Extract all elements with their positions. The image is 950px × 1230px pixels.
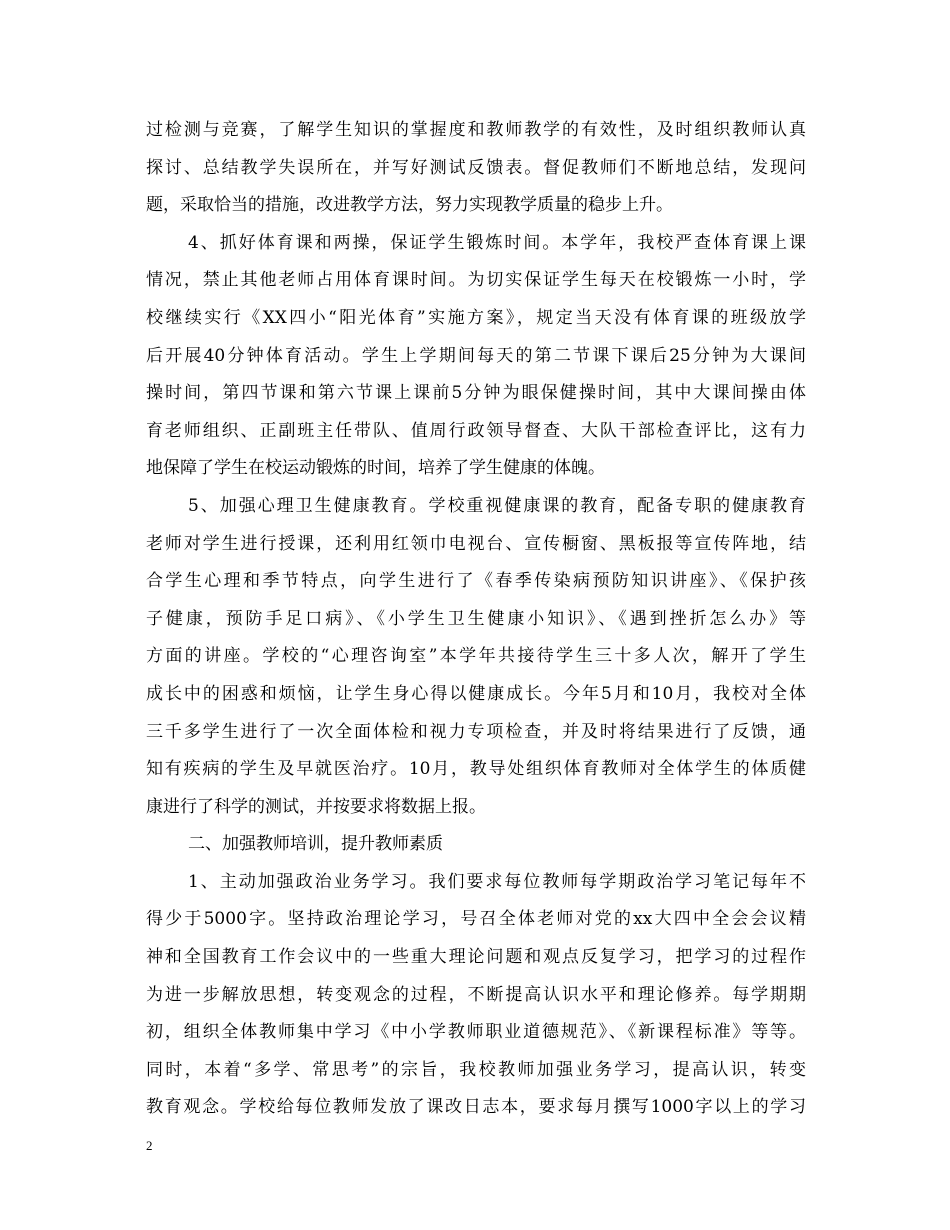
text-line: 合学生心理和季节特点，向学生进行了《春季传染病预防知识讲座》、《保护孩: [146, 571, 806, 592]
section-heading: 二、加强教师培训，提升教师素质: [188, 834, 443, 855]
text-line: 子健康，预防手足口病》、《小学生卫生健康小知识》、《遇到挫折怎么办》等: [146, 608, 806, 629]
text-line: 神和全国教育工作会议中的一些重大理论问题和观点反复学习，把学习的过程作: [146, 947, 806, 968]
text-line: 地保障了学生在校运动锻炼的时间，培养了学生健康的体魄。: [146, 458, 605, 479]
text-line: 探讨、总结教学失误所在，并写好测试反馈表。督促教师们不断地总结，发现问: [146, 157, 806, 178]
text-line: 题，采取恰当的措施，改进教学方法，努力实现教学质量的稳步上升。: [146, 195, 673, 216]
text-line: 教育观念。学校给每位教师发放了课改日志本，要求每月撰写1000字以上的学习: [146, 1097, 806, 1118]
paragraph-start-line: 5、加强心理卫生健康教育。学校重视健康课的教育，配备专职的健康教育: [188, 495, 806, 516]
text-line: 成长中的困惑和烦恼，让学生身心得以健康成长。今年5月和10月，我校对全体: [146, 683, 806, 704]
page-number: 2: [146, 1138, 153, 1153]
text-line: 知有疾病的学生及早就医治疗。10月，教导处组织体育教师对全体学生的体质健: [146, 759, 806, 780]
text-line: 老师对学生进行授课，还利用红领巾电视台、宣传橱窗、黑板报等宣传阵地，结: [146, 533, 806, 554]
text-line: 得少于5000字。坚持政治理论学习，号召全体老师对党的xx大四中全会会议精: [146, 909, 806, 930]
paragraph-start-line: 4、抓好体育课和两操，保证学生锻炼时间。本学年，我校严查体育课上课: [188, 232, 806, 253]
text-line: 情况，禁止其他老师占用体育课时间。为切实保证学生每天在校锻炼一小时，学: [146, 270, 806, 291]
text-line: 康进行了科学的测试，并按要求将数据上报。: [146, 796, 486, 817]
text-line: 方面的讲座。学校的“心理咨询室”本学年共接待学生三十多人次，解开了学生: [146, 646, 806, 667]
document-body: [146, 112, 806, 1127]
text-line: 同时，本着“多学、常思考”的宗旨，我校教师加强业务学习，提高认识，转变: [146, 1059, 806, 1080]
text-line: 过检测与竞赛，了解学生知识的掌握度和教师教学的有效性，及时组织教师认真: [146, 120, 806, 140]
text-line: 初，组织全体教师集中学习《中小学教师职业道德规范》、《新课程标准》等等。: [146, 1022, 806, 1043]
paragraph-start-line: 1、主动加强政治业务学习。我们要求每位教师每学期政治学习笔记每年不: [188, 871, 806, 892]
text-line: 后开展40分钟体育活动。学生上学期间每天的第二节课下课后25分钟为大课间: [146, 345, 806, 366]
text-line: 操时间，第四节课和第六节课上课前5分钟为眼保健操时间，其中大课间操由体: [146, 383, 806, 404]
text-line: 三千多学生进行了一次全面体检和视力专项检查，并及时将结果进行了反馈，通: [146, 721, 806, 742]
text-line: 为进一步解放思想，转变观念的过程，不断提高认识水平和理论修养。每学期期: [146, 984, 806, 1005]
text-line: 育老师组织、正副班主任带队、值周行政领导督查、大队干部检查评比，这有力: [146, 420, 806, 441]
text-line: 校继续实行《XX四小“阳光体育”实施方案》，规定当天没有体育课的班级放学: [146, 307, 806, 328]
